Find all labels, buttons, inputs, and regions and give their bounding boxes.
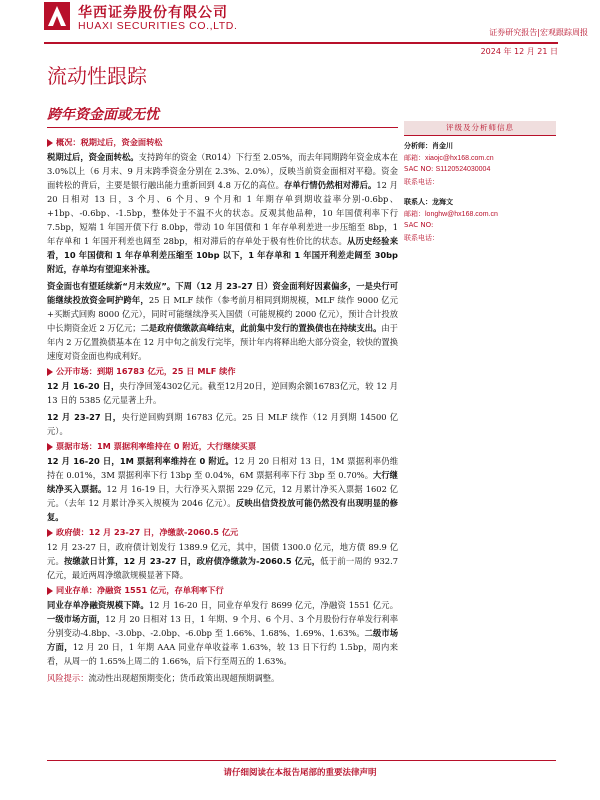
contact-phone-label: 联系电话： <box>404 234 439 242</box>
analyst-sac: S1120524030004 <box>435 166 491 173</box>
report-date: 2024 年 12 月 21 日 <box>480 47 558 56</box>
footer-divider <box>47 760 556 761</box>
analyst-email[interactable]: xiaojc@hx168.com.cn <box>425 155 494 162</box>
contact-email[interactable]: longhw@hx168.com.cn <box>425 211 498 218</box>
company-name-en: HUAXI SECURITIES CO.,LTD. <box>78 20 238 32</box>
triangle-bullet-icon <box>47 587 53 595</box>
analyst-sac-row <box>404 165 490 173</box>
contact-name: 龙海文 <box>432 197 453 206</box>
contact-email-row <box>404 209 498 219</box>
triangle-bullet-icon <box>47 529 53 537</box>
email-label: 邮箱： <box>404 154 425 162</box>
contact-name-row <box>404 197 453 207</box>
overview-paragraph-2: 资金面也有望延续新“月末效应”。下周（12 月 23-27 日）资金面利好因素偏多，一是央行可能继续投放资金呵护跨年，25 日 MLF 续作（参考前月相同到期规模，MLF 续作 9000 亿元+买断式回购 8000 亿元），同时可能继续净买入国债（可能规模约 2000 亿元），预计合计投放中长期资金近 2 万亿元；二是政府债缴款高峰结束，此前集中发行的置换债也在持续支出。由于年内 2 万亿置换债基本在 12 月中旬之前发行完毕，预计年内将释出绝大部分资金，较快的置换速度对资金面也构成利好。 <box>47 281 398 361</box>
government-bonds-paragraph: 12 月 23-27 日，政府债计划发行 1389.9 亿元，其中，国债 1300.0 亿元，地方债 89.9 亿元。按缴款日计算，12 月 23-27 日，政府债净缴款为-2060.5 亿元，低于前一周的 932.7 亿元，最近两周净缴款规模显著下降。 <box>47 542 398 580</box>
analyst-phone-label: 联系电话： <box>404 178 439 186</box>
contact-sac-label: SAC NO: <box>404 221 434 229</box>
rating-panel-title: 评级及分析师信息 <box>446 123 514 132</box>
report-subtitle: 跨年资金面或无忧 <box>47 107 159 123</box>
sac-label: SAC NO: <box>404 165 434 173</box>
triangle-bullet-icon <box>47 139 53 147</box>
overview-paragraph-1: 税期过后，资金面转松。支持跨年的资金（R014）下行至 2.05%，而去年同期跨年资金成本在 3.0%以上（6 月末、9 月末跨季资金分别在 2.3%、2.0%），反映当前资金面相对平稳。资金面转松的背后，主要是银行融出能力重新回到 4.8 万亿的高位。存单行情仍然相对滞后。12 月 20 日相对 13 日，3 个月、6 个月、9 个月和 1 年期存单到期收益率分别-0.6bp、+1bp、-0.6bp、-1.5bp，整体处于不温不火的状态。反观其他品种，10 年国债利率下行 7.5bp，短端 1 年国开债下行 8.0bp，带动 10 年国债和 1 年存单利差进一步压缩至 8bp，1 年存单和 1 年国开利差也阔至 28bp，相对滞后的存单处于极有性价比的状态。从历史经验来看，10 年国债和 1 年存单利差压缩至 10bp 以下，1 年存单和 1 年国开利差走阔至 30bp 附近，存单均有望迎来补涨。 <box>47 152 398 274</box>
legal-notice-footer: 请仔细阅读在本报告尾部的重要法律声明 <box>223 768 377 778</box>
company-logo-icon <box>44 2 70 30</box>
contact-label: 联系人： <box>404 197 432 206</box>
open-market-paragraph-2: 12 月 23-27 日，央行逆回购到期 16783 亿元。25 日 MLF 续作（12 月到期 14500 亿元）。 <box>47 412 399 436</box>
triangle-bullet-icon <box>47 368 53 376</box>
risk-warning: 风险提示：流动性出现超预期变化；货币政策出现超预期调整。 <box>47 673 280 683</box>
report-body <box>47 135 398 688</box>
analyst-email-row <box>404 153 494 163</box>
analyst-name: 肖金川 <box>432 141 453 150</box>
section-heading-open-market: 公开市场：到期 16783 亿元，25 日 MLF 续作 <box>47 366 398 377</box>
header-divider <box>44 42 558 44</box>
open-market-paragraph-1: 12 月 16-20 日，央行净回笼4302亿元。截至12月20日，逆回购余额16783亿元，较 12 月 13 日的 5385 亿元显著上升。 <box>47 381 398 405</box>
bill-market-paragraph: 12 月 16-20 日，1M 票据利率维持在 0 附近。12 月 20 日相对 13 日，1M 票据利率仍维持在 0.01%，3M 票据利率下行 13bp 至 0.04%，6M 票据利率下行 3bp 至 0.70%。大行继续净买入票据。12 月 16-19 日，大行净买入票据 229 亿元，12 月累计净买入票据 1602 亿元。（去年 12 月累计净买入规模为 2046 亿元）。反映出信贷投放可能仍然没有出现明显的修复。 <box>47 456 398 522</box>
triangle-bullet-icon <box>47 443 53 451</box>
section-heading-bill-market: 票据市场：1M 票据利率维持在 0 附近，大行继续买票 <box>47 441 398 452</box>
analyst-name-row <box>404 141 453 151</box>
contact-email-label: 邮箱： <box>404 210 425 218</box>
section-heading-ncd: 同业存单：净融资 1551 亿元，存单利率下行 <box>47 585 398 596</box>
section-heading-overview: 概况：税期过后，资金面转松 <box>47 137 398 148</box>
report-title: 流动性跟踪 <box>47 64 147 88</box>
report-type: 证券研究报告|宏观跟踪周报 <box>489 28 588 37</box>
section-heading-government-bonds: 政府债：12 月 23-27 日，净缴款-2060.5 亿元 <box>47 527 398 538</box>
subtitle-divider <box>47 127 398 128</box>
ncd-paragraph: 同业存单净融资规模下降。12 月 16-20 日，同业存单发行 8699 亿元，净融资 1551 亿元。一级市场方面，12 月 20 日相对 13 日，1 年期、9 个月、6 个月、3 个月股份行存单发行利率分别变动-4.8bp、-3.0bp、-2.0bp、-6.0bp 至 1.66%、1.68%、1.69%、1.63%。二级市场方面，12 月 20 日，1 年期 AAA 同业存单收益率 1.63%，较 13 日下行约 1.5bp，周内来看，从周一的 1.65%上周二的 1.66%，后下行至周五的 1.63%。 <box>47 600 398 666</box>
analyst-label: 分析师： <box>404 141 432 150</box>
company-name-cn: 华西证券股份有限公司 <box>78 5 228 21</box>
